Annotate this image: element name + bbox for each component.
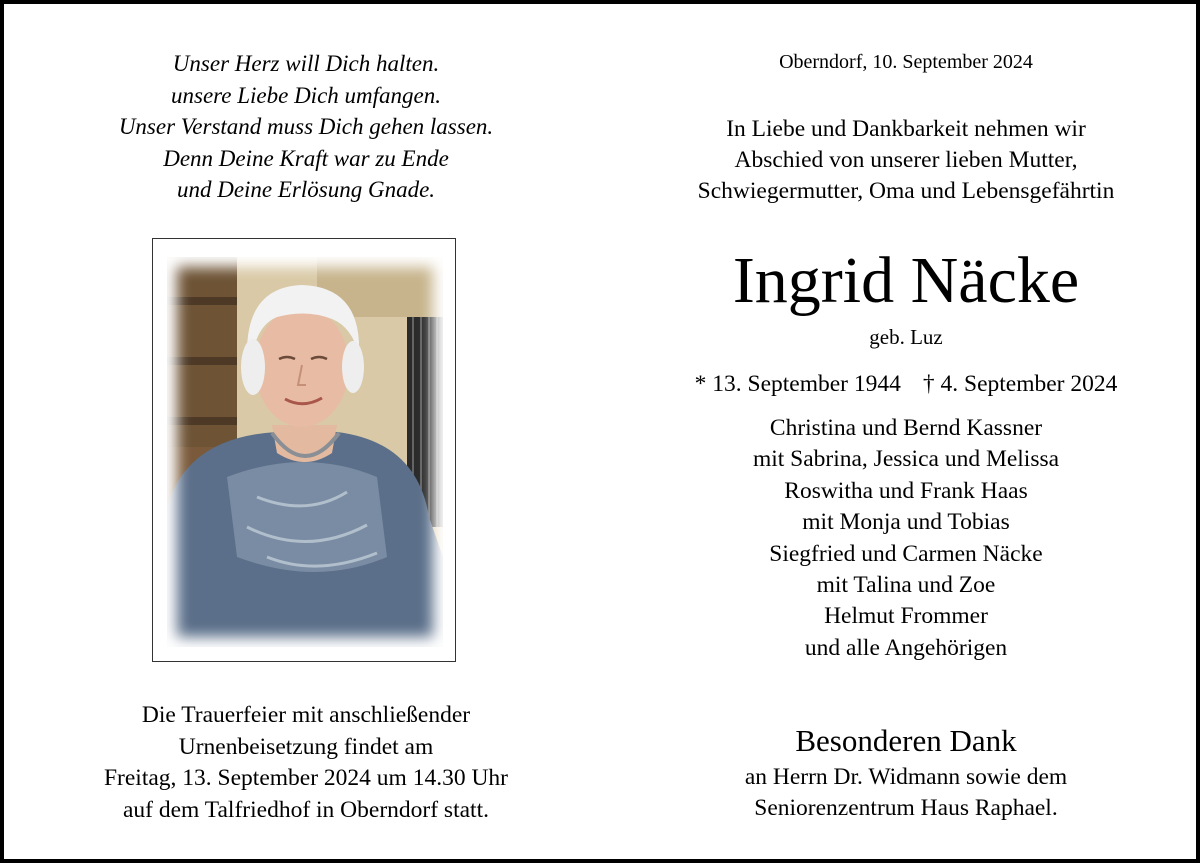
family-line: mit Monja und Tobias bbox=[802, 509, 1010, 536]
family-line: Roswitha und Frank Haas bbox=[784, 477, 1028, 504]
deceased-name: Ingrid Näcke bbox=[732, 244, 1080, 317]
poem-line: unsere Liebe Dich umfangen. bbox=[171, 82, 441, 108]
poem-line: Unser Verstand muss Dich gehen lassen. bbox=[118, 114, 494, 139]
photo-frame bbox=[152, 238, 456, 662]
family-line: Siegfried und Carmen Näcke bbox=[769, 540, 1043, 567]
family-line: und alle Angehörigen bbox=[804, 634, 1008, 661]
left-column bbox=[44, 4, 568, 867]
thanks-text bbox=[606, 762, 1200, 824]
intro-line: Schwiegermutter, Oma und Lebensgefährtin bbox=[697, 178, 1115, 204]
funeral-line: auf dem Talfriedhof in Oberndorf statt. bbox=[123, 796, 489, 823]
poem-line: Unser Herz will Dich halten. bbox=[172, 51, 440, 76]
family-line: Helmut Frommer bbox=[824, 603, 988, 630]
family-line: mit Talina und Zoe bbox=[816, 572, 996, 599]
portrait-photo bbox=[167, 257, 443, 647]
intro-line: Abschied von unserer lieben Mutter, bbox=[734, 147, 1078, 173]
poem bbox=[44, 48, 568, 206]
birth-date: * 13. September 1944 bbox=[694, 371, 901, 397]
thanks-title: Besonderen Dank bbox=[795, 723, 1017, 758]
thanks-line: an Herrn Dr. Widmann sowie dem bbox=[744, 764, 1068, 790]
intro-line: In Liebe und Dankbarkeit nehmen wir bbox=[726, 116, 1086, 142]
death-date: † 4. September 2024 bbox=[922, 371, 1118, 397]
funeral-line: Urnenbeisetzung findet am bbox=[178, 733, 434, 760]
place-date: Oberndorf, 10. September 2024 bbox=[779, 51, 1033, 73]
family-line: mit Sabrina, Jessica und Melissa bbox=[752, 446, 1060, 473]
poem-line: Denn Deine Kraft war zu Ende bbox=[163, 145, 449, 171]
right-column bbox=[606, 4, 1200, 867]
intro-text bbox=[606, 114, 1200, 207]
funeral-line: Die Trauerfeier mit anschließender bbox=[141, 702, 471, 728]
poem-line: und Deine Erlösung Gnade. bbox=[176, 177, 436, 202]
thanks-line: Seniorenzentrum Haus Raphael. bbox=[754, 795, 1058, 821]
maiden-name: geb. Luz bbox=[869, 325, 943, 349]
life-dates bbox=[606, 369, 1200, 399]
funeral-info bbox=[44, 700, 568, 826]
family-list bbox=[606, 413, 1200, 664]
funeral-line: Freitag, 13. September 2024 um 14.30 Uhr bbox=[103, 765, 508, 791]
family-line: Christina und Bernd Kassner bbox=[769, 415, 1043, 441]
